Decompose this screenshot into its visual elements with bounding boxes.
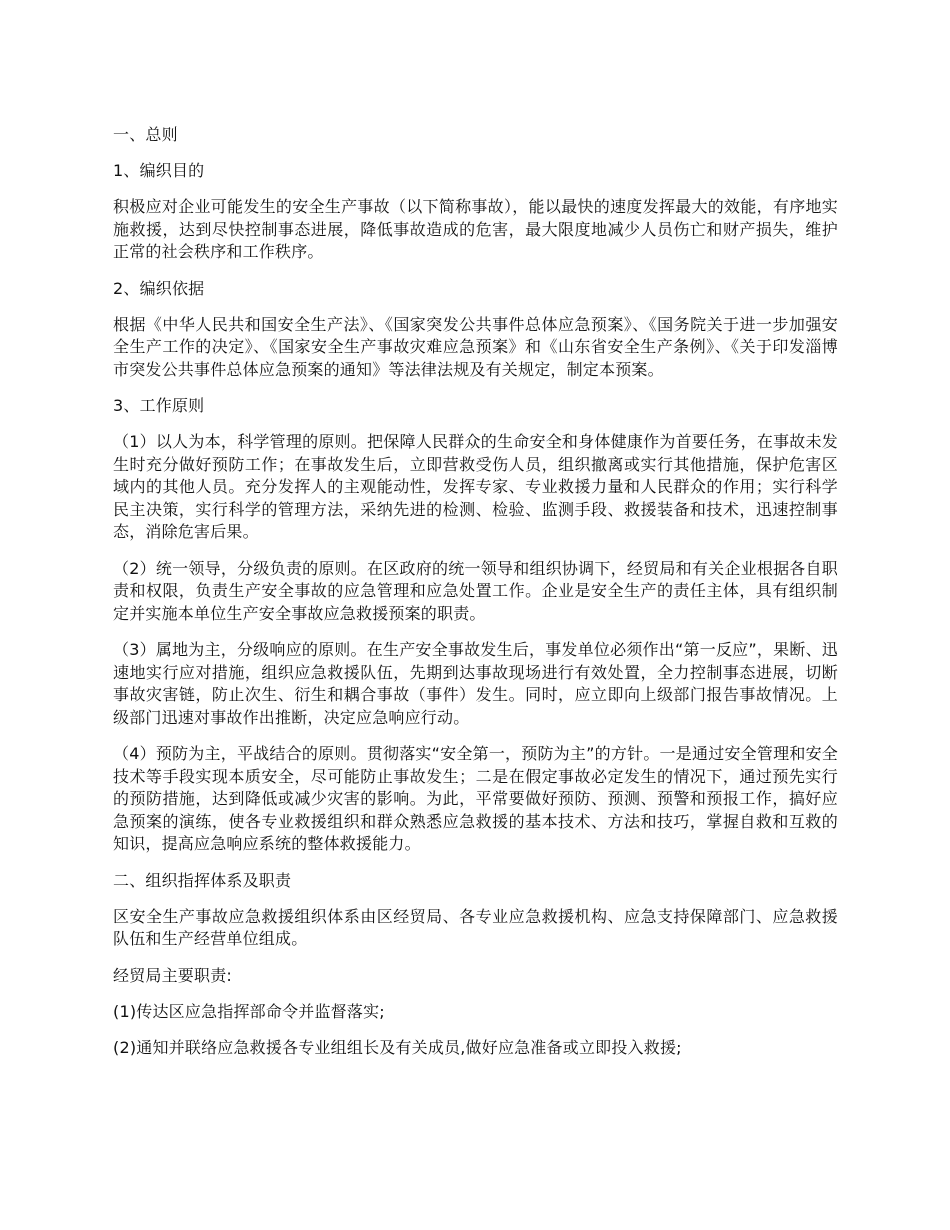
subsection-1-2-heading: 2、编织依据 (113, 278, 205, 298)
section-2-heading: 二、组织指挥体系及职责 (113, 870, 292, 890)
purpose-paragraph: 积极应对企业可能发生的安全生产事故（以下简称事故），能以最快的速度发挥最大的效能，有序地实施救援，达到尽快控制事态进展，降低事故造成的危害，最大限度地减少人员伤亡和财产损失，维护正常的社会秩序和工作秩序。 (113, 197, 838, 261)
subsection-1-3-heading: 3、工作原则 (113, 396, 205, 415)
principle-4-paragraph: （4）预防为主，平战结合的原则。贯彻落实“安全第一，预防为主”的方针。一是通过安全管理和安全技术等手段实现本质安全，尽可能防止事故发生；二是在假定事故必定发生的情况下，通过预先实行的预防措施，达到降低或减少灾害的影响。为此，平常要做好预防、预测、预警和预报工作，搞好应急预案的演练，使各专业救援组织和群众熟悉应急救援的基本技术、方法和技巧，掌握自救和互救的知识，提高应急响应系统的整体救援能力。 (113, 744, 838, 853)
document-body (113, 124, 838, 1073)
duty-1-item: (1)传达区应急指挥部命令并监督落实; (113, 1001, 385, 1021)
principle-2-paragraph: （2）统一领导，分级负责的原则。在区政府的统一领导和组织协调下，经贸局和有关企业根据各自职责和权限，负责生产安全事故的应急管理和应急处置工作。企业是安全生产的责任主体，具有组织制定并实施本单位生产安全事故应急救援预案的职责。 (113, 558, 838, 623)
duty-2-item: (2)通知并联络应急救援各专业组组长及有关成员,做好应急准备或立即投入救援; (113, 1037, 682, 1057)
principle-1-paragraph: （1）以人为本，科学管理的原则。把保障人民群众的生命安全和身体健康作为首要任务，在事故未发生时充分做好预防工作；在事故发生后，立即营救受伤人员，组织撤离或实行其他措施，保护危害区域内的其他人员。充分发挥人的主观能动性，发挥专家、专业救援力量和人民群众的作用；实行科学民主决策，实行科学的管理方法，采纳先进的检测、检验、监测手段、救援装备和技术，迅速控制事态，消除危害后果。 (113, 432, 838, 541)
principle-3-paragraph: （3）属地为主，分级响应的原则。在生产安全事故发生后，事发单位必须作出“第一反应”，果断、迅速地实行应对措施，组织应急救援队伍，先期到达事故现场进行有效处置，全力控制事态进展，切断事故灾害链，防止次生、衍生和耦合事故（事件）发生。同时，应立即向上级部门报告事故情况。上级部门迅速对事故作出推断，决定应急响应行动。 (113, 640, 838, 727)
duties-intro: 经贸局主要职责: (113, 965, 232, 985)
basis-paragraph: 根据《中华人民共和国安全生产法》、《国家突发公共事件总体应急预案》、《国务院关于进一步加强安全生产工作的决定》、《国家安全生产事故灾难应急预案》和《山东省安全生产条例》、《关于印发淄博市突发公共事件总体应急预案的通知》等法律法规及有关规定，制定本预案。 (113, 314, 838, 379)
section-1-heading: 一、总则 (113, 125, 178, 144)
org-system-paragraph: 区安全生产事故应急救援组织体系由区经贸局、各专业应急救援机构、应急支持保障部门、应急救援队伍和生产经营单位组成。 (113, 906, 838, 948)
subsection-1-1-heading: 1、编织目的 (113, 161, 205, 180)
